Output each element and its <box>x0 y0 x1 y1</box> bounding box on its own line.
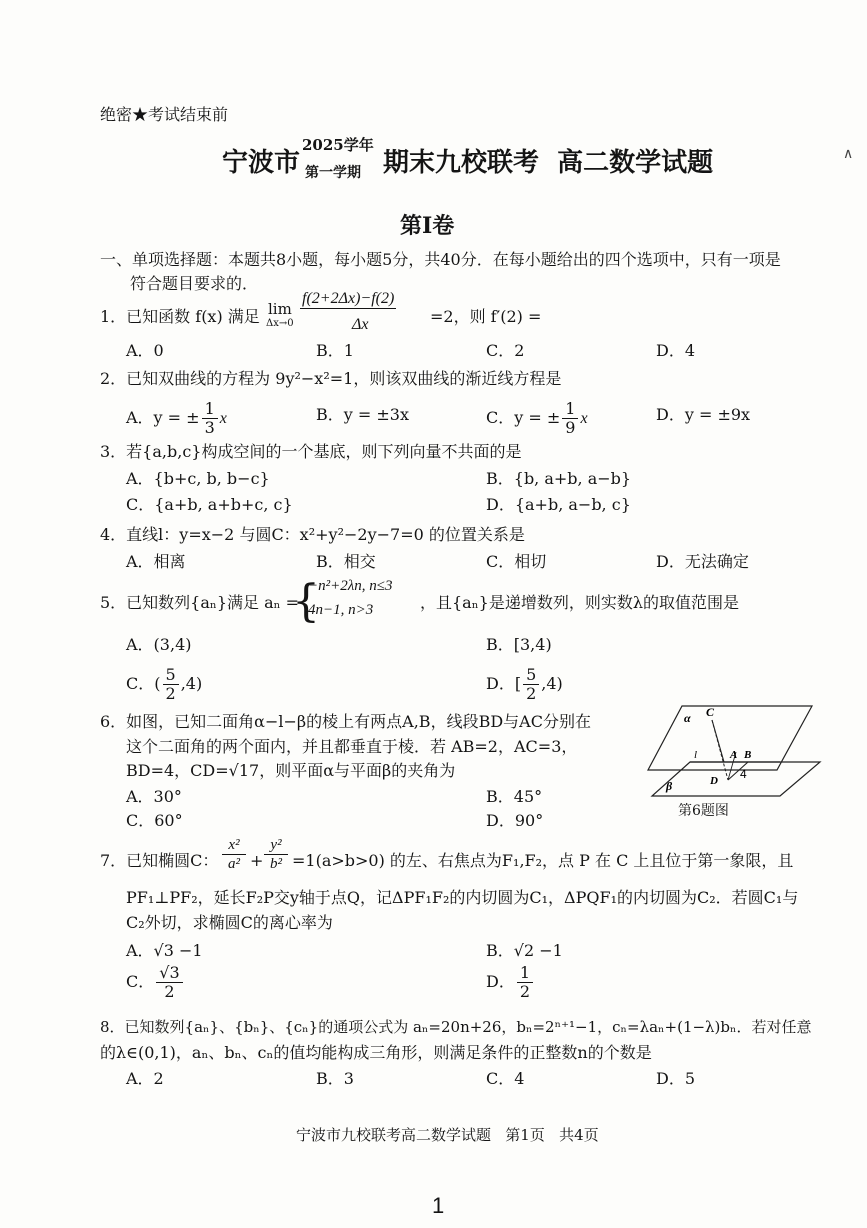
q5-option-d-num: 5 <box>523 666 539 685</box>
title-term: 第一学期 <box>305 165 361 181</box>
fig-label-beta: β <box>666 779 673 793</box>
title-main: 期末九校联考 高二数学试题 <box>383 148 714 178</box>
q8-option-d: D．5 <box>656 1069 696 1088</box>
q7-line-3: C₂外切，求椭圆C的离心率为 <box>126 913 333 932</box>
fig-label-b: B <box>744 749 752 761</box>
q7-frac-x <box>222 836 246 873</box>
q2-option-a-pre: A．y = ± <box>126 408 200 427</box>
q4-option-c: C．相切 <box>486 552 547 571</box>
q7-y-num: y² <box>264 836 288 855</box>
q6-line-1: 6．如图，已知二面角α−l−β的棱上有两点A,B，线段BD与AC分别在 <box>100 712 591 731</box>
q4-option-d: D．无法确定 <box>656 552 749 571</box>
volume-heading: 第Ⅰ卷 <box>400 213 455 239</box>
q7-line1-pre: 7．已知椭圆C： <box>100 851 219 870</box>
q8-line-1: 8．已知数列{aₙ}、{bₙ}、{cₙ}的通项公式为 aₙ=20n+26，bₙ=2ⁿ⁺¹−1，cₙ=λaₙ+(1−λ)bₙ．若对任意 <box>100 1018 812 1036</box>
q7-option-b: B．√2 −1 <box>486 941 563 960</box>
q3-text: 3．若{a,b,c}构成空间的一个基底，则下列向量不共面的是 <box>100 442 522 461</box>
q7-option-d-frac <box>517 964 533 1001</box>
q5-option-c <box>126 666 202 703</box>
q5-prefix: 5．已知数列{aₙ}满足 aₙ = <box>100 593 300 612</box>
q7-line-2: PF₁⊥PF₂，延长F₂P交y轴于点Q，记ΔPF₁F₂的内切圆为C₁，ΔPQF₁的内切圆为C₂．若圆C₁与 <box>126 888 799 907</box>
q1-option-b: B．1 <box>316 341 354 360</box>
q8-option-c: C．4 <box>486 1069 525 1088</box>
q6-line-3: BD=4，CD=√17，则平面α与平面β的夹角为 <box>126 761 456 780</box>
q2-option-a-num: 1 <box>202 400 218 419</box>
q2-option-c-pre: C．y = ± <box>486 408 561 427</box>
q3-option-d: D．{a+b, a−b, c} <box>486 495 631 514</box>
q1-denominator: Δx <box>352 316 369 333</box>
q5-option-d-den: 2 <box>526 684 537 703</box>
q5-option-d-frac <box>523 666 539 703</box>
q4-text: 4．直线l：y=x−2 与圆C：x²+y²−2y−7=0 的位置关系是 <box>100 525 525 544</box>
q7-y-den: b² <box>270 856 282 872</box>
q7-frac-y <box>264 836 288 873</box>
page-number: 1 <box>432 1193 445 1218</box>
q7-option-c-pre: C． <box>126 972 155 991</box>
q6-line-2: 这个二面角的两个面内，并且都垂直于棱．若 AB=2，AC=3， <box>126 737 578 756</box>
q8-option-b: B．3 <box>316 1069 354 1088</box>
q5-option-c-den: 2 <box>165 684 176 703</box>
q3-option-c: C．{a+b, a+b+c, c} <box>126 495 293 514</box>
q1-lim-sub: Δx→0 <box>266 318 294 329</box>
q2-option-a-frac <box>202 400 218 437</box>
fig-label-a: A <box>730 749 738 761</box>
q7-option-c-num: √3 <box>156 964 182 983</box>
q7-option-d-num: 1 <box>517 964 533 983</box>
q1-option-c: C．2 <box>486 341 525 360</box>
q7-option-c-den: 2 <box>164 982 175 1001</box>
q5-brace: { <box>292 576 320 627</box>
q1-numerator: f(2+2Δx)−f(2) <box>302 290 395 307</box>
fig-label-c: C <box>706 705 715 719</box>
fig-label-l: l <box>694 749 698 761</box>
q5-option-d-pre: D．[ <box>486 674 522 693</box>
q2-option-c-post: x <box>580 410 588 427</box>
title-city: 宁波市 <box>222 148 301 178</box>
q6-option-c: C．60° <box>126 811 183 830</box>
q1-lim: lim <box>268 300 292 318</box>
fig-label-alpha: α <box>684 711 691 725</box>
q7-option-c-frac <box>156 964 182 1001</box>
q7-option-d <box>486 964 535 1001</box>
q5-option-a: A．(3,4) <box>126 635 192 654</box>
q7-x-num: x² <box>222 836 246 855</box>
fig-label-d: D <box>710 775 718 787</box>
q2-option-a-den: 3 <box>204 418 215 437</box>
q7-line1-post: =1(a>b>0) 的左、右焦点为F₁,F₂，点 P 在 C 上且位于第一象限，且 <box>292 851 794 870</box>
plane-beta-shape <box>652 762 820 796</box>
page-footer: 宁波市九校联考高二数学试题 第1页 共4页 <box>296 1126 599 1144</box>
q3-option-b: B．{b, a+b, a−b} <box>486 469 632 488</box>
q5-option-d-post: ,4) <box>541 674 563 693</box>
q2-option-a <box>126 400 227 437</box>
q5-case-1: −n²+2λn, n≤3 <box>308 578 393 594</box>
fig-handwritten-4: 4 <box>740 767 747 781</box>
q2-option-a-post: x <box>219 410 227 427</box>
q2-option-c-num: 1 <box>562 400 578 419</box>
q1-option-d: D．4 <box>656 341 696 360</box>
q7-x-den: a² <box>228 856 240 872</box>
q2-option-b: B．y = ±3x <box>316 405 409 424</box>
q1-option-a: A．0 <box>126 341 164 360</box>
q2-option-c <box>486 400 588 437</box>
q5-option-b: B．[3,4) <box>486 635 552 654</box>
q5-option-c-post: ,4) <box>180 674 203 693</box>
q2-option-c-frac <box>562 400 578 437</box>
title-year: 2025学年 <box>302 136 374 154</box>
q6-dihedral-figure <box>644 700 824 800</box>
section-line-2: 符合题目要求的． <box>130 274 259 293</box>
q8-line-2: 的λ∈(0,1)，aₙ、bₙ、cₙ的值均能构成三角形，则满足条件的正整数n的个数是 <box>100 1043 652 1062</box>
q7-option-c <box>126 964 185 1001</box>
q7-plus: + <box>250 851 264 870</box>
q7-option-d-pre: D． <box>486 972 515 991</box>
q5-option-c-pre: C．( <box>126 674 161 693</box>
q2-option-d: D．y = ±9x <box>656 405 751 424</box>
q3-option-a: A．{b+c, b, b−c} <box>126 469 270 488</box>
q5-option-d <box>486 666 563 703</box>
confidential-label: 绝密★考试结束前 <box>100 105 229 124</box>
q4-option-a: A．相离 <box>126 552 186 571</box>
q6-option-a: A．30° <box>126 787 182 806</box>
q7-option-d-den: 2 <box>519 982 531 1001</box>
q5-option-c-num: 5 <box>163 666 179 685</box>
q1-prefix: 1．已知函数 f(x) 满足 <box>100 307 260 326</box>
q5-suffix: ，且{aₙ}是递增数列，则实数λ的取值范围是 <box>420 593 739 612</box>
q5-option-c-frac <box>163 666 179 703</box>
q1-suffix: =2，则 f′(2) = <box>430 307 542 326</box>
q6-option-d: D．90° <box>486 811 544 830</box>
scan-edge-mark: ∧ <box>843 146 854 162</box>
q5-case-2: 4n−1, n>3 <box>308 602 374 618</box>
q2-option-c-den: 9 <box>565 418 576 437</box>
q6-option-b: B．45° <box>486 787 543 806</box>
q6-figure-caption: 第6题图 <box>678 803 729 819</box>
q4-option-b: B．相交 <box>316 552 376 571</box>
q7-option-a: A．√3 −1 <box>126 941 203 960</box>
q8-option-a: A．2 <box>126 1069 164 1088</box>
q2-text: 2．已知双曲线的方程为 9y²−x²=1，则该双曲线的渐近线方程是 <box>100 369 562 388</box>
section-line-1: 一、单项选择题：本题共8小题，每小题5分，共40分．在每小题给出的四个选项中，只有一项是 <box>100 250 781 269</box>
